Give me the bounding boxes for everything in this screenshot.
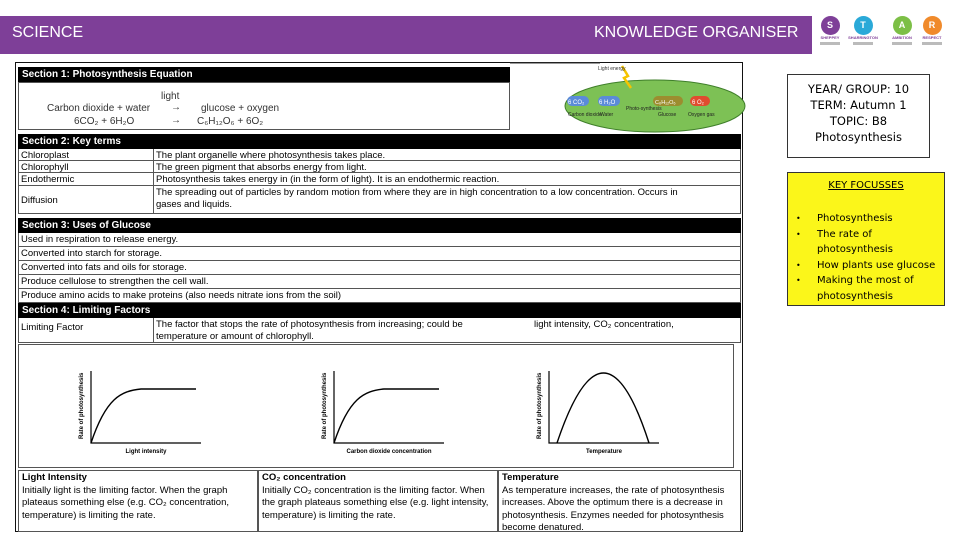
table-row [18,289,741,303]
glucose-use: Produce amino acids to make proteins (also needs nitrate ions from the soil) [21,290,341,301]
glucose-use: Produce cellulose to strengthen the cell wall. [21,276,209,287]
explain-co2: CO₂ concentration Initially CO₂ concentration is the limiting factor. When the graph plateaus something else (e.g. light intensity, temperature) is limiting the rate. [258,470,498,532]
table-row [18,173,741,186]
term-definition: Photosynthesis takes energy in (in the form of light). It is an endothermic reaction. [156,174,500,185]
glucose-use: Used in respiration to release energy. [21,234,179,245]
term-definition: The factor that stops the rate of photosynthesis from increasing; could be temperature or amount of chlorophyll. [156,319,463,342]
page-title: KNOWLEDGE ORGANISER [594,24,799,41]
table-row [18,261,741,275]
graph-light-intensity [79,371,201,455]
table-row [18,186,741,214]
key-focusses-box [787,172,945,306]
graph-curve [91,389,196,443]
svg-text:Photo-synthesis: Photo-synthesis [626,106,662,112]
year-group: YEAR/ GROUP: 10 [807,82,910,96]
values-logos [812,16,960,54]
table-row [18,247,741,261]
graph-axes [549,371,659,443]
arrow-icon: → [171,115,181,126]
topic-name: Photosynthesis [815,130,902,144]
term-definition: The green pigment that absorbs energy from light. [156,162,367,173]
svg-text:6 CO₂: 6 CO₂ [568,100,585,106]
svg-text:C₆H₁₂O₆: C₆H₁₂O₆ [655,100,676,106]
graph-xlabel: Carbon dioxide concentration [346,449,432,455]
graph-ylabel: Rate of photosynthesis [79,372,85,439]
svg-text:6 H₂O: 6 H₂O [599,100,616,106]
term-definition: The spreading out of particles by random motion from where they are in high concentration to a low concentration. Occurs in gases and liquids. [156,187,678,210]
graph-co2 [322,371,444,455]
word-equation-left: Carbon dioxide + water [47,103,151,114]
list-item: • The rate of photosynthesis [796,227,942,258]
symbol-equation-left: 6CO₂ + 6H₂O [74,116,135,127]
graph-xlabel: Light intensity [125,449,167,455]
logo-r: R RESPECT [916,16,948,45]
topic: TOPIC: B8 [829,114,888,128]
list-item: • How plants use glucose [796,258,942,274]
section4-heading: Section 4: Limiting Factors [18,303,741,318]
list-item: • Photosynthesis [796,211,942,227]
svg-text:6 O₂: 6 O₂ [692,100,704,106]
header-bar [0,16,960,54]
graph-xlabel: Temperature [586,449,622,455]
graph-curve [557,373,649,443]
glucose-use: Converted into fats and oils for storage. [21,262,187,273]
logo-a: A AMBITION [886,16,918,45]
logo-s: S SHEPPEY [814,16,846,45]
table-row [18,161,741,173]
equation-box [18,82,510,130]
arrow-icon: → [171,102,181,113]
section3-heading: Section 3: Uses of Glucose [18,218,741,233]
term-label: Chlorophyll [21,162,69,173]
svg-text:Oxygen gas: Oxygen gas [688,112,715,118]
explain-light: Light Intensity Initially light is the limiting factor. When the graph plateaus something else (e.g. CO₂ concentration, temperature) is limiting the rate. [18,470,258,532]
term-definition: The plant organelle where photosynthesis takes place. [156,150,386,161]
section1-heading: Section 1: Photosynthesis Equation [18,67,510,82]
symbol-equation-right: C₆H₁₂O₆ + 6O₂ [197,116,264,127]
term-label: Limiting Factor [21,322,84,333]
graph-ylabel: Rate of photosynthesis [537,372,543,439]
year-term-topic-box [787,74,930,158]
svg-text:Carbon dioxide: Carbon dioxide [568,112,602,118]
subject-label: SCIENCE [12,24,84,41]
table-row [18,318,741,343]
explain-temperature: Temperature As temperature increases, the rate of photosynthesis increases. Above the optimum there is a decrease in photosynthesis. Enzymes needed for photosynthesis become denatured. [498,470,741,532]
glucose-use: Converted into starch for storage. [21,248,162,259]
light-label: light [161,91,180,102]
focus-list [796,211,942,304]
graphs-svg [19,345,735,469]
section2-heading: Section 2: Key terms [18,134,741,149]
term-label: Endothermic [21,174,75,185]
term: TERM: Autumn 1 [810,98,907,112]
key-focusses-heading: KEY FOCUSSES [828,180,904,191]
graph-ylabel: Rate of photosynthesis [322,372,328,439]
table-row [18,275,741,289]
word-equation-right: glucose + oxygen [201,103,280,114]
graph-temperature [537,371,659,455]
graph-curve [334,389,439,443]
logo-t: T SHARRINGTON [847,16,879,45]
svg-text:Light energy: Light energy [598,66,626,72]
table-row [18,149,741,161]
svg-text:Glucose: Glucose [658,112,677,118]
table-row [18,233,741,247]
leaf-diagram [510,58,750,136]
term-label: Chloroplast [21,150,70,161]
term-label: Diffusion [21,195,58,206]
list-item: • Making the most of photosynthesis [796,273,942,304]
term-definition-extra: light intensity, CO₂ concentration, [534,319,674,330]
limiting-factor-graphs [18,344,734,468]
svg-text:Water: Water [600,112,614,118]
